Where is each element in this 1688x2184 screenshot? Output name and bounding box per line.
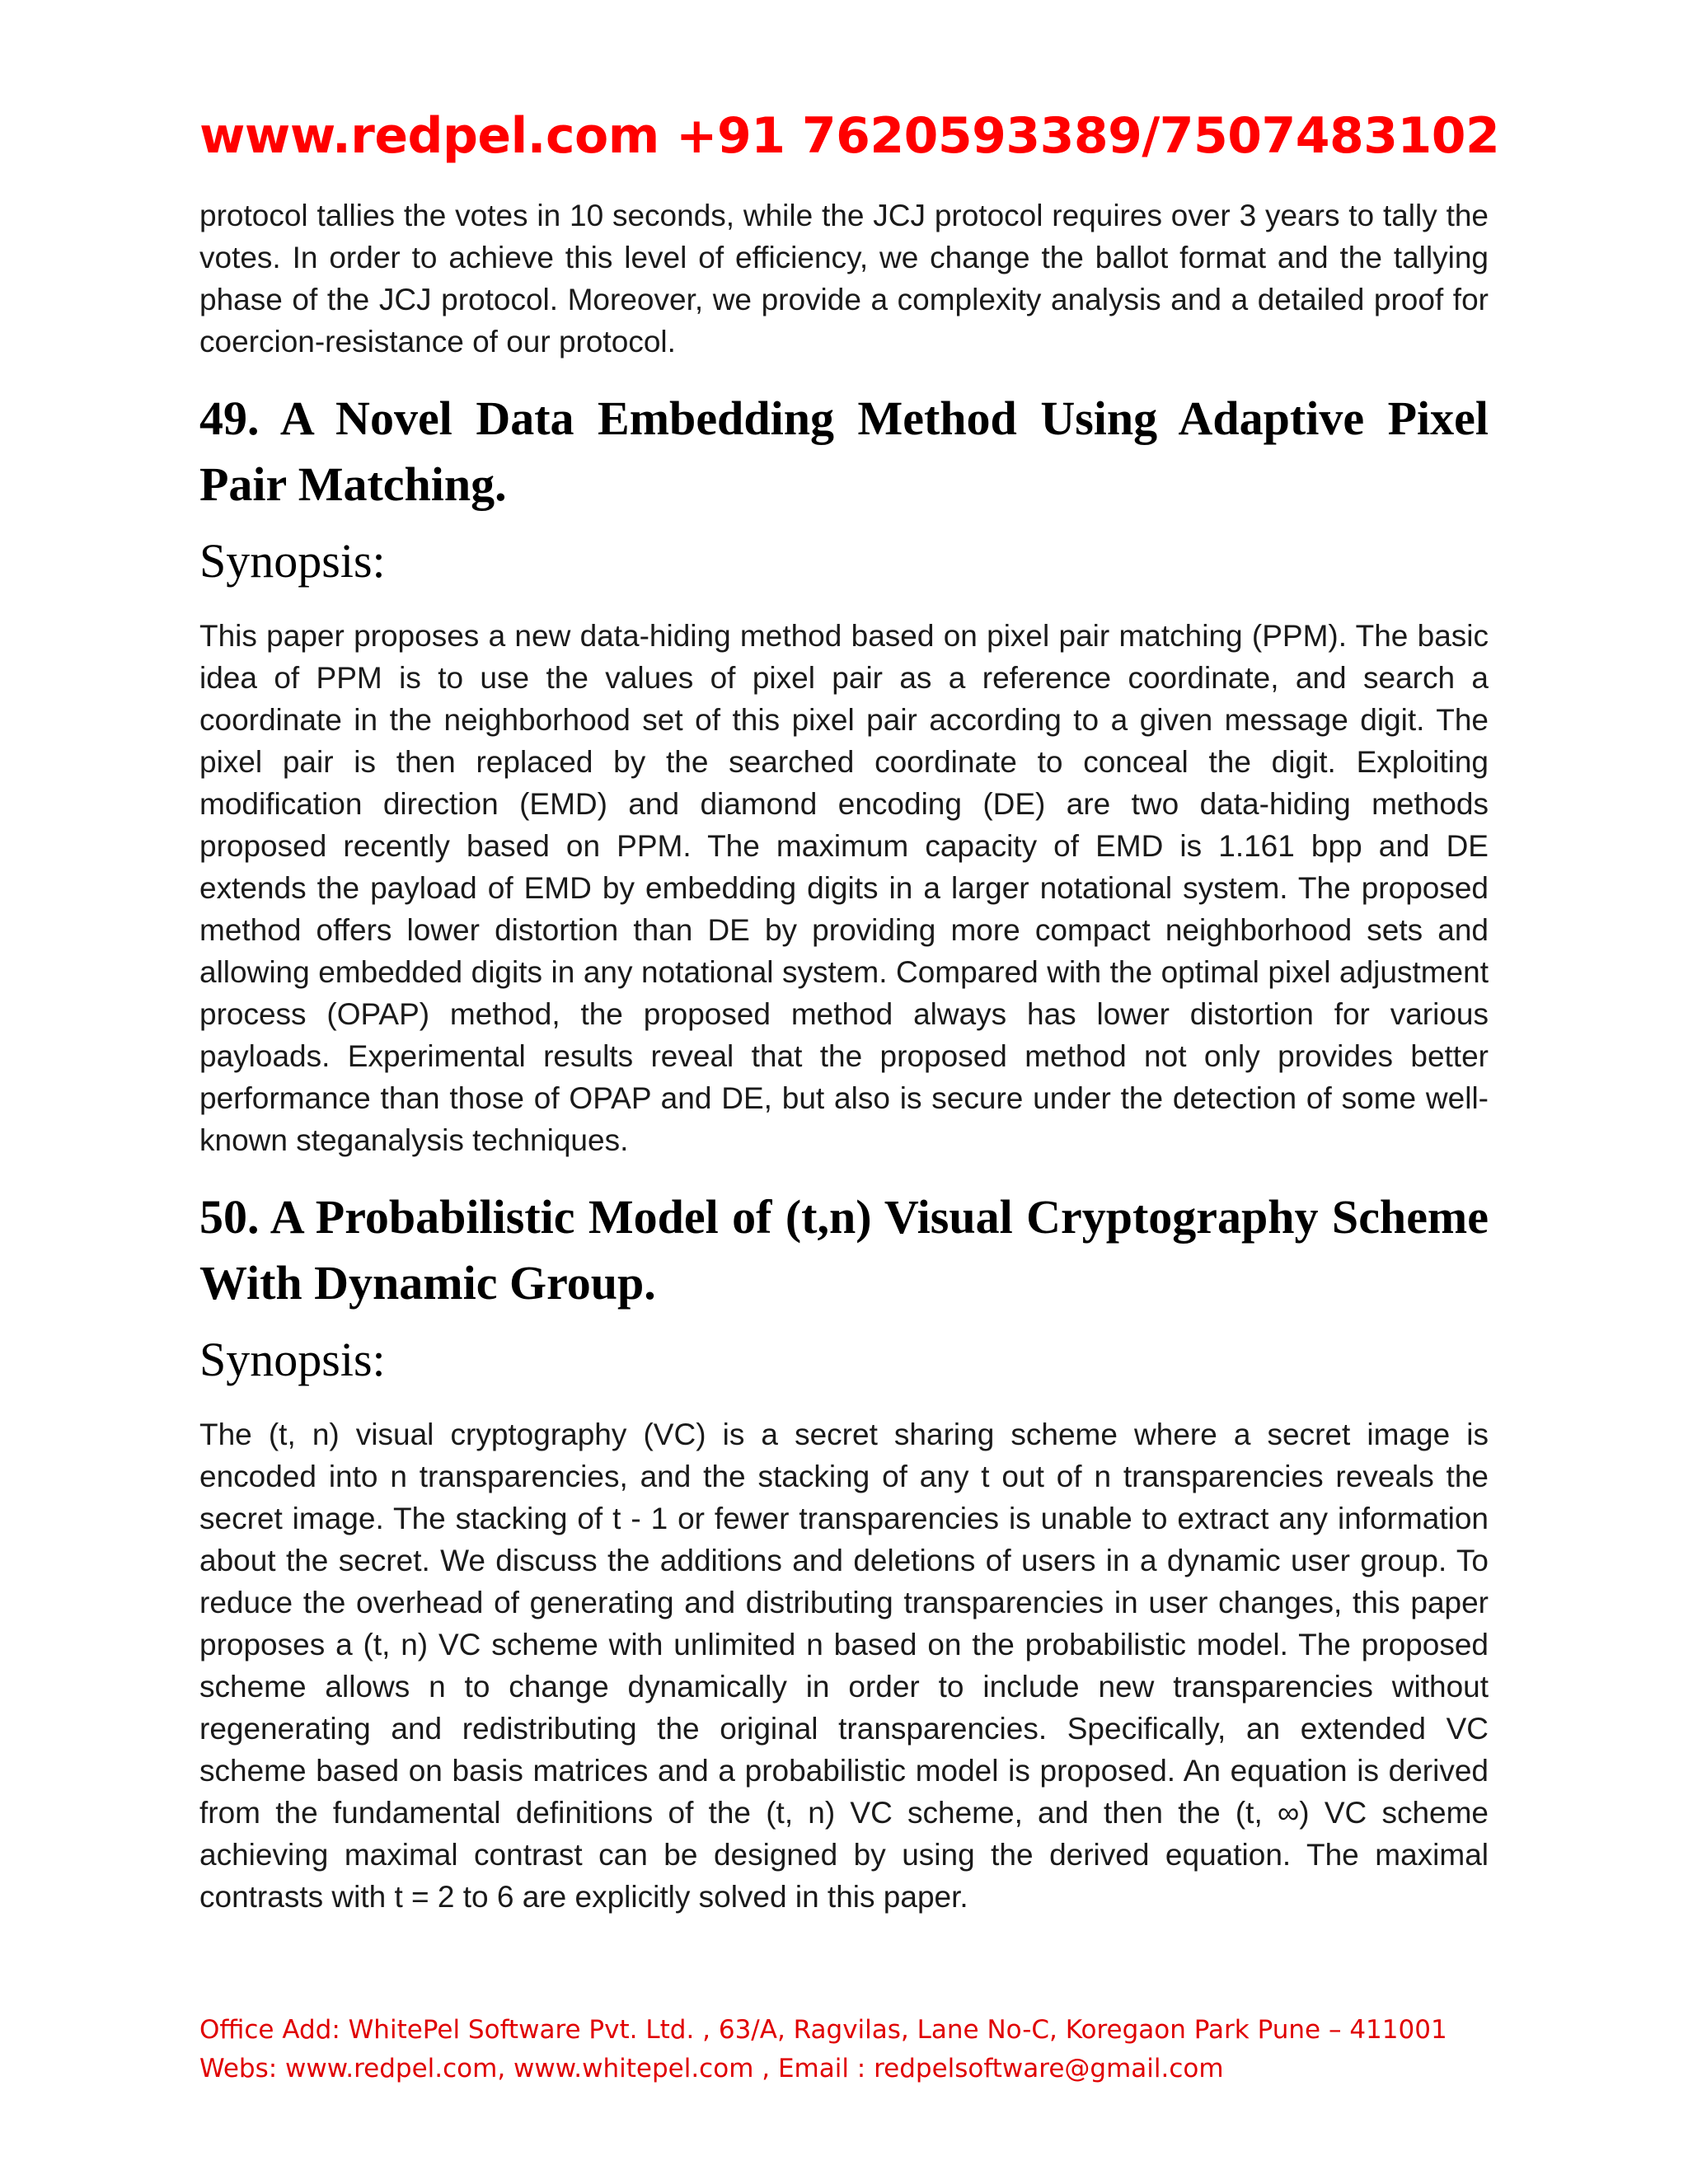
header-contact: www.redpel.com +91 7620593389/7507483102: [199, 107, 1500, 165]
intro-paragraph: protocol tallies the votes in 10 seconds, while the JCJ protocol requires over 3 years to tally the votes. In order to achieve this level of efficiency, we change the ballot format and the tallying phase of the JCJ protocol. Moreover, we provide a complexity analysis and a detailed proof for coercion-resistance of our protocol.: [199, 199, 1489, 359]
synopsis-label-49: Synopsis:: [199, 534, 386, 588]
footer-office-address: Office Add: WhitePel Software Pvt. Ltd. , 63/A, Ragvilas, Lane No-C, Koregaon Park Pune – 411001: [199, 2015, 1447, 2045]
footer-web-email: Webs: www.redpel.com, www.whitepel.com , Email : redpelsoftware@gmail.com: [199, 2054, 1224, 2083]
document-content: [199, 194, 1489, 1918]
footer: [199, 2011, 1518, 2088]
section-body-50: The (t, n) visual cryptography (VC) is a secret sharing scheme where a secret image is encoded into n transparencies, and the stacking of any t out of n transparencies reveals the secret image. The stacking of t - 1 or fewer transparencies is unable to extract any information about the secret. We discuss the additions and deletions of users in a dynamic user group. To reduce the overhead of generating and distributing transparencies in user changes, this paper proposes a (t, n) VC scheme with unlimited n based on the probabilistic model. The proposed scheme allows n to change dynamically in order to include new transparencies without regenerating and redistributing the original transparencies. Specifically, an extended VC scheme based on basis matrices and a probabilistic model is proposed. An equation is derived from the fundamental definitions of the (t, n) VC scheme, and then the (t, ∞) VC scheme achieving maximal contrast can be designed by using the derived equation. The maximal contrasts with t = 2 to 6 are explicitly solved in this paper.: [199, 1418, 1489, 1914]
section-body-49: This paper proposes a new data-hiding method based on pixel pair matching (PPM). The basic idea of PPM is to use the values of pixel pair as a reference coordinate, and search a coordinate in the neighborhood set of this pixel pair according to a given message digit. The pixel pair is then replaced by the searched coordinate to conceal the digit. Exploiting modification direction (EMD) and diamond encoding (DE) are two data-hiding methods proposed recently based on PPM. The maximum capacity of EMD is 1.161 bpp and DE extends the payload of EMD by embedding digits in a larger notational system. The proposed method offers lower distortion than DE by providing more compact neighborhood sets and allowing embedded digits in any notational system. Compared with the optimal pixel adjustment process (OPAP) method, the proposed method always has lower distortion for various payloads. Experimental results reveal that the proposed method not only provides better performance than those of OPAP and DE, but also is secure under the detection of some well-known steganalysis techniques.: [199, 619, 1489, 1157]
section-title-50: 50. A Probabilistic Model of (t,n) Visual Cryptography Scheme With Dynamic Group.: [199, 1190, 1489, 1310]
section-title-49: 49. A Novel Data Embedding Method Using Adaptive Pixel Pair Matching.: [199, 391, 1489, 511]
synopsis-label-50: Synopsis:: [199, 1333, 386, 1386]
